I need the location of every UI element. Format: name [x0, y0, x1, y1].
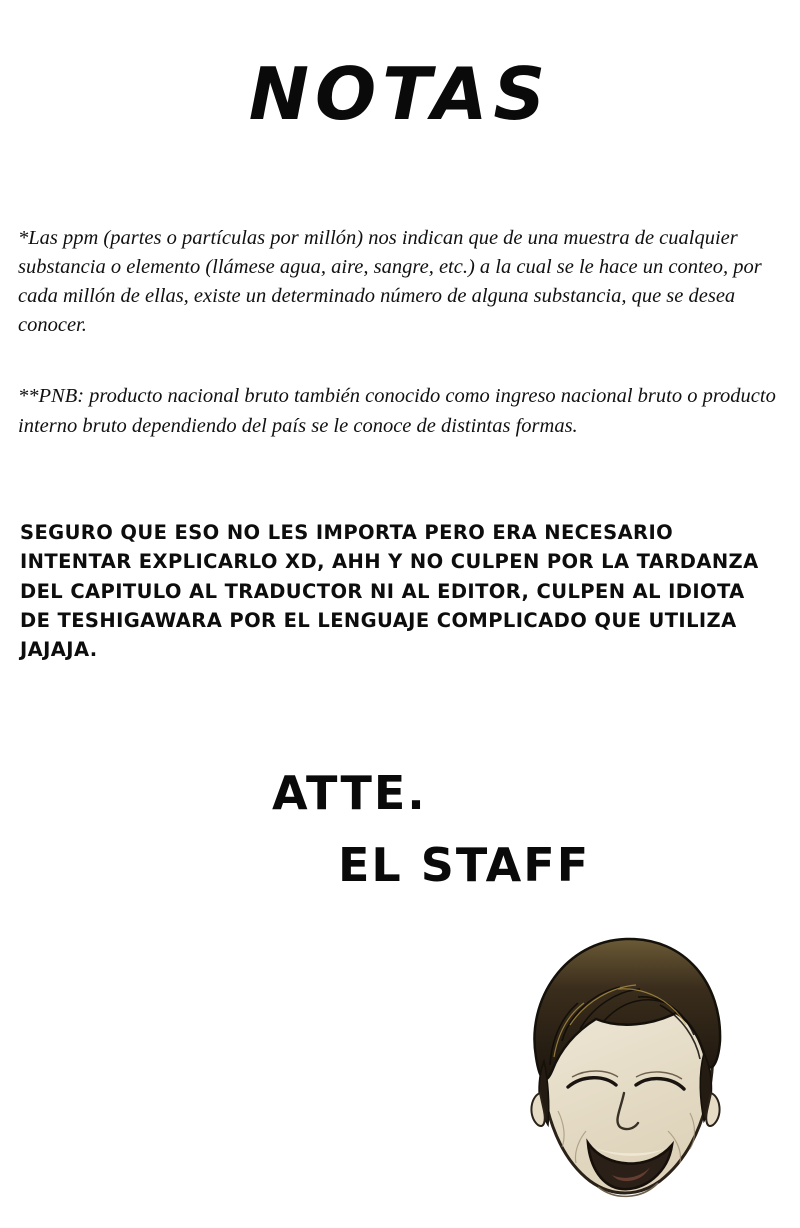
note-paragraph-ppm: *Las ppm (partes o partículas por millón) nos indican que de una muestra de cualquier substancia o elemento (llámese agua, aire, sangre, etc.) a la cual se le hace un conteo, por cada millón de ellas, existe un determinado número de alguna substancia, que se desea conocer. — [18, 227, 762, 337]
signature-staff: EL STAFF — [338, 838, 591, 892]
staff-message: SEGURO QUE ESO NO LES IMPORTA PERO ERA NECESARIO INTENTAR EXPLICARLO XD, AHH Y NO CULPEN POR LA TARDANZA DEL CAPITULO AL TRADUCTOR NI AL EDITOR, CULPEN AL IDIOTA DE TESHIGAWARA POR EL LENGUAJE COMPLICADO QUE UTILIZA JAJAJA. — [20, 521, 759, 661]
smiling-face-drawing-icon — [500, 925, 750, 1215]
page-title: NOTAS — [248, 52, 552, 136]
signature-atte: ATTE. — [272, 766, 427, 820]
notes-block — [18, 224, 784, 441]
note-paragraph-pnb: **PNB: producto nacional bruto también conocido como ingreso nacional bruto o producto interno bruto dependiendo del país se le conoce de distintas formas. — [18, 385, 776, 437]
